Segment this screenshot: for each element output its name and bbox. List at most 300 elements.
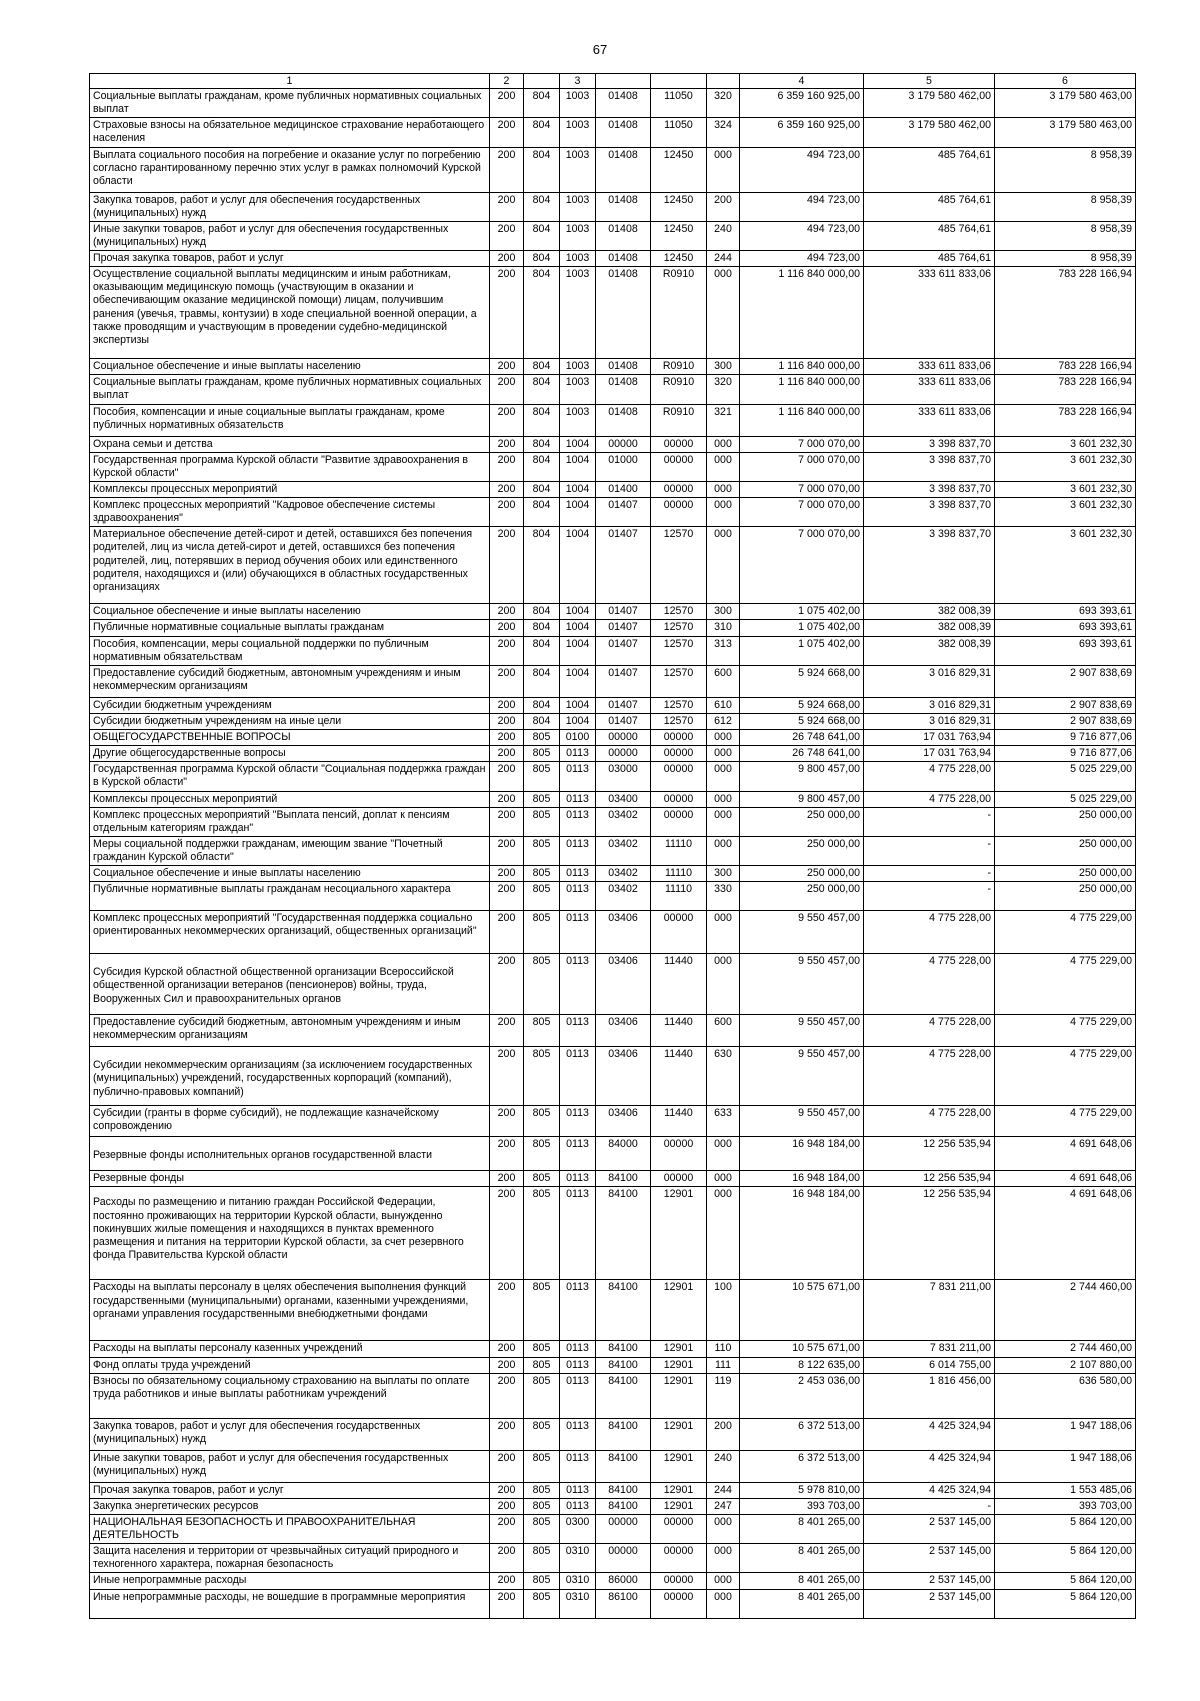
code-section: 0113: [560, 762, 596, 791]
amount-planned: 7 000 070,00: [740, 527, 864, 604]
amount-executed: 4 775 228,00: [864, 911, 995, 954]
amount-remaining: 4 691 648,06: [995, 1171, 1136, 1187]
row-name: ОБЩЕГОСУДАРСТВЕННЫЕ ВОПРОСЫ: [90, 730, 490, 746]
code-section: 1004: [560, 498, 596, 527]
code-program: 01408: [596, 359, 651, 375]
code-type: 612: [707, 713, 740, 729]
amount-planned: 9 550 457,00: [740, 1015, 864, 1047]
amount-remaining: 4 691 648,06: [995, 1187, 1136, 1280]
code-admin: 200: [490, 791, 524, 807]
amount-planned: 6 372 513,00: [740, 1450, 864, 1482]
code-type: 600: [707, 665, 740, 697]
code-ministry: 804: [524, 89, 560, 118]
row-name: Защита населения и территории от чрезвычайных ситуаций природного и техногенного характера, пожарная безопасность: [90, 1544, 490, 1573]
code-section: 1004: [560, 636, 596, 665]
table-row: [90, 1047, 1136, 1106]
code-section: 0300: [560, 1514, 596, 1543]
amount-remaining: 250 000,00: [995, 807, 1136, 836]
amount-remaining: 8 958,39: [995, 251, 1136, 267]
code-section: 0113: [560, 1357, 596, 1373]
amount-executed: 12 256 535,94: [864, 1137, 995, 1171]
row-name: Закупка товаров, работ и услуг для обеспечения государственных (муниципальных) нужд: [90, 1418, 490, 1450]
row-name: Субсидии бюджетным учреждениям на иные цели: [90, 713, 490, 729]
code-program: 01408: [596, 404, 651, 436]
code-section: 0113: [560, 746, 596, 762]
table-row: [90, 665, 1136, 697]
row-name: Субсидии бюджетным учреждениям: [90, 697, 490, 713]
amount-planned: 26 748 641,00: [740, 746, 864, 762]
code-ministry: 805: [524, 746, 560, 762]
code-ministry: 804: [524, 636, 560, 665]
row-name: Социальные выплаты гражданам, кроме публичных нормативных социальных выплат: [90, 89, 490, 118]
amount-executed: 2 537 145,00: [864, 1544, 995, 1573]
code-admin: 200: [490, 147, 524, 192]
amount-remaining: 2 907 838,69: [995, 697, 1136, 713]
amount-planned: 8 401 265,00: [740, 1544, 864, 1573]
amount-executed: 485 764,61: [864, 221, 995, 250]
header-col-3d: [651, 74, 707, 89]
amount-executed: 4 775 228,00: [864, 1047, 995, 1106]
code-program: 01407: [596, 620, 651, 636]
code-admin: 200: [490, 954, 524, 1015]
amount-executed: 3 398 837,70: [864, 481, 995, 497]
code-ministry: 804: [524, 697, 560, 713]
code-program: 01407: [596, 697, 651, 713]
row-name: Пособия, компенсации, меры социальной поддержки по публичным нормативным обязательствам: [90, 636, 490, 665]
table-row: [90, 762, 1136, 791]
table-row: [90, 1544, 1136, 1573]
code-direction: 12901: [651, 1418, 707, 1450]
code-ministry: 805: [524, 1171, 560, 1187]
table-row: [90, 604, 1136, 620]
code-type: 610: [707, 697, 740, 713]
amount-remaining: 693 393,61: [995, 620, 1136, 636]
amount-executed: 3 016 829,31: [864, 697, 995, 713]
code-section: 1003: [560, 89, 596, 118]
code-type: 000: [707, 1514, 740, 1543]
amount-planned: 16 948 184,00: [740, 1187, 864, 1280]
amount-planned: 9 550 457,00: [740, 954, 864, 1015]
code-direction: 12901: [651, 1482, 707, 1498]
code-section: 0113: [560, 1137, 596, 1171]
code-ministry: 804: [524, 436, 560, 452]
amount-executed: 12 256 535,94: [864, 1187, 995, 1280]
code-direction: 12450: [651, 251, 707, 267]
row-name: Расходы по размещению и питанию граждан Российской Федерации, постоянно проживающих на территории Курской области, вынужденно покинувших жилые помещения и находящихся в пунктах временного размещения и питания на территории Курской области, за счет резервного фонда Правительства Курской области: [90, 1187, 490, 1280]
amount-remaining: 4 775 229,00: [995, 911, 1136, 954]
amount-remaining: 8 958,39: [995, 147, 1136, 192]
amount-remaining: 250 000,00: [995, 866, 1136, 882]
row-name: Охрана семьи и детства: [90, 436, 490, 452]
code-type: 324: [707, 118, 740, 147]
row-name: Иные непрограммные расходы: [90, 1573, 490, 1589]
code-type: 119: [707, 1373, 740, 1418]
amount-remaining: 250 000,00: [995, 836, 1136, 865]
code-ministry: 804: [524, 251, 560, 267]
code-section: 0113: [560, 1498, 596, 1514]
code-section: 1003: [560, 267, 596, 359]
code-program: 00000: [596, 436, 651, 452]
row-name: Расходы на выплаты персоналу казенных учреждений: [90, 1341, 490, 1357]
code-direction: 11440: [651, 1047, 707, 1106]
code-admin: 200: [490, 911, 524, 954]
code-program: 00000: [596, 1514, 651, 1543]
row-name: Прочая закупка товаров, работ и услуг: [90, 1482, 490, 1498]
code-type: 330: [707, 882, 740, 911]
code-section: 1004: [560, 697, 596, 713]
row-name: Комплекс процессных мероприятий "Выплата пенсий, доплат к пенсиям отдельным категориям граждан": [90, 807, 490, 836]
amount-remaining: 4 775 229,00: [995, 1106, 1136, 1137]
amount-remaining: 783 228 166,94: [995, 375, 1136, 404]
code-section: 1004: [560, 527, 596, 604]
code-section: 1003: [560, 251, 596, 267]
code-direction: 12570: [651, 713, 707, 729]
code-program: 01408: [596, 251, 651, 267]
code-program: 01408: [596, 118, 651, 147]
amount-executed: 17 031 763,94: [864, 730, 995, 746]
amount-remaining: 3 601 232,30: [995, 436, 1136, 452]
code-program: 01407: [596, 665, 651, 697]
amount-planned: 494 723,00: [740, 221, 864, 250]
amount-remaining: 5 864 120,00: [995, 1573, 1136, 1589]
amount-remaining: 5 025 229,00: [995, 762, 1136, 791]
amount-remaining: 783 228 166,94: [995, 404, 1136, 436]
amount-planned: 8 401 265,00: [740, 1589, 864, 1618]
code-ministry: 805: [524, 1106, 560, 1137]
table-row: [90, 1171, 1136, 1187]
table-row: [90, 498, 1136, 527]
amount-remaining: 1 947 188,06: [995, 1418, 1136, 1450]
code-direction: 11110: [651, 882, 707, 911]
code-direction: 00000: [651, 1589, 707, 1618]
code-ministry: 804: [524, 404, 560, 436]
code-type: 111: [707, 1357, 740, 1373]
amount-executed: 333 611 833,06: [864, 375, 995, 404]
code-direction: 12570: [651, 636, 707, 665]
code-type: 000: [707, 911, 740, 954]
table-row: [90, 1015, 1136, 1047]
amount-executed: 3 179 580 462,00: [864, 118, 995, 147]
code-type: 000: [707, 1187, 740, 1280]
table-row: [90, 1498, 1136, 1514]
code-type: 000: [707, 1137, 740, 1171]
code-ministry: 805: [524, 1373, 560, 1418]
table-row: [90, 452, 1136, 481]
amount-planned: 2 453 036,00: [740, 1373, 864, 1418]
table-row: [90, 746, 1136, 762]
code-ministry: 804: [524, 713, 560, 729]
amount-executed: 382 008,39: [864, 604, 995, 620]
code-admin: 200: [490, 604, 524, 620]
code-type: 000: [707, 807, 740, 836]
code-admin: 200: [490, 1573, 524, 1589]
amount-remaining: 2 744 460,00: [995, 1280, 1136, 1341]
code-ministry: 805: [524, 762, 560, 791]
code-direction: 11050: [651, 118, 707, 147]
amount-executed: 4 775 228,00: [864, 1106, 995, 1137]
amount-executed: 4 775 228,00: [864, 954, 995, 1015]
amount-planned: 10 575 671,00: [740, 1341, 864, 1357]
code-section: 1004: [560, 452, 596, 481]
code-type: 000: [707, 1573, 740, 1589]
code-type: 110: [707, 1341, 740, 1357]
amount-planned: 250 000,00: [740, 807, 864, 836]
table-row: [90, 791, 1136, 807]
code-direction: 00000: [651, 452, 707, 481]
table-row: [90, 267, 1136, 359]
code-ministry: 804: [524, 375, 560, 404]
code-admin: 200: [490, 1450, 524, 1482]
code-section: 0113: [560, 836, 596, 865]
table-row: [90, 1187, 1136, 1280]
code-type: 320: [707, 375, 740, 404]
code-admin: 200: [490, 1514, 524, 1543]
table-row: [90, 118, 1136, 147]
table-row: [90, 436, 1136, 452]
code-section: 0113: [560, 1450, 596, 1482]
row-name: Социальное обеспечение и иные выплаты населению: [90, 604, 490, 620]
code-direction: 11110: [651, 836, 707, 865]
code-section: 0113: [560, 791, 596, 807]
code-type: 000: [707, 436, 740, 452]
code-type: 000: [707, 730, 740, 746]
code-admin: 200: [490, 452, 524, 481]
amount-remaining: 3 179 580 463,00: [995, 118, 1136, 147]
amount-executed: 17 031 763,94: [864, 746, 995, 762]
code-section: 1004: [560, 665, 596, 697]
code-ministry: 804: [524, 359, 560, 375]
code-program: 01407: [596, 604, 651, 620]
code-admin: 200: [490, 1137, 524, 1171]
code-section: 1003: [560, 221, 596, 250]
code-ministry: 805: [524, 791, 560, 807]
header-col-5: 5: [864, 74, 995, 89]
code-section: 0113: [560, 1187, 596, 1280]
header-col-3c: [596, 74, 651, 89]
code-type: 000: [707, 1544, 740, 1573]
code-admin: 200: [490, 1280, 524, 1341]
code-section: 0113: [560, 866, 596, 882]
code-direction: R0910: [651, 359, 707, 375]
header-col-3a: [524, 74, 560, 89]
code-admin: 200: [490, 527, 524, 604]
amount-planned: 5 924 668,00: [740, 665, 864, 697]
code-program: 00000: [596, 730, 651, 746]
table-row: [90, 481, 1136, 497]
header-col-1: 1: [90, 74, 490, 89]
code-ministry: 805: [524, 882, 560, 911]
code-program: 03000: [596, 762, 651, 791]
code-admin: 200: [490, 375, 524, 404]
code-program: 84100: [596, 1187, 651, 1280]
code-direction: 00000: [651, 762, 707, 791]
code-admin: 200: [490, 1106, 524, 1137]
amount-remaining: 783 228 166,94: [995, 267, 1136, 359]
code-ministry: 805: [524, 866, 560, 882]
amount-executed: 485 764,61: [864, 192, 995, 221]
code-section: 0310: [560, 1573, 596, 1589]
code-section: 0113: [560, 882, 596, 911]
code-direction: R0910: [651, 404, 707, 436]
code-direction: 00000: [651, 498, 707, 527]
row-name: Предоставление субсидий бюджетным, автономным учреждениям и иным некоммерческим организациям: [90, 1015, 490, 1047]
amount-planned: 7 000 070,00: [740, 498, 864, 527]
amount-remaining: 4 691 648,06: [995, 1137, 1136, 1171]
code-admin: 200: [490, 251, 524, 267]
code-direction: 12450: [651, 221, 707, 250]
table-row: [90, 1280, 1136, 1341]
code-admin: 200: [490, 1418, 524, 1450]
row-name: Выплата социального пособия на погребение и оказание услуг по погребению согласно гарантированному перечню этих услуг в рамках полномочий Курской области: [90, 147, 490, 192]
amount-remaining: 4 775 229,00: [995, 1015, 1136, 1047]
code-direction: 12450: [651, 192, 707, 221]
code-admin: 200: [490, 436, 524, 452]
amount-planned: 5 978 810,00: [740, 1482, 864, 1498]
code-admin: 200: [490, 192, 524, 221]
code-direction: 12901: [651, 1373, 707, 1418]
code-type: 000: [707, 481, 740, 497]
table-row: [90, 954, 1136, 1015]
code-section: 1003: [560, 192, 596, 221]
code-admin: 200: [490, 481, 524, 497]
code-type: 000: [707, 1171, 740, 1187]
code-type: 000: [707, 527, 740, 604]
code-ministry: 804: [524, 527, 560, 604]
table-row: [90, 1341, 1136, 1357]
code-direction: 00000: [651, 730, 707, 746]
code-ministry: 805: [524, 1573, 560, 1589]
row-name: Субсидии некоммерческим организациям (за исключением государственных (муниципальных) учреждений, государственных корпораций (компаний), публично-правовых компаний): [90, 1047, 490, 1106]
code-type: 000: [707, 147, 740, 192]
code-section: 1003: [560, 375, 596, 404]
code-program: 03406: [596, 911, 651, 954]
code-admin: 200: [490, 1589, 524, 1618]
code-ministry: 805: [524, 1047, 560, 1106]
code-program: 03406: [596, 954, 651, 1015]
code-admin: 200: [490, 836, 524, 865]
amount-remaining: 3 601 232,30: [995, 498, 1136, 527]
amount-planned: 9 550 457,00: [740, 1106, 864, 1137]
amount-executed: 485 764,61: [864, 147, 995, 192]
code-section: 0113: [560, 807, 596, 836]
amount-remaining: 250 000,00: [995, 882, 1136, 911]
code-section: 1003: [560, 359, 596, 375]
amount-executed: 333 611 833,06: [864, 359, 995, 375]
header-col-4: 4: [740, 74, 864, 89]
code-direction: 00000: [651, 1544, 707, 1573]
code-admin: 200: [490, 1373, 524, 1418]
amount-executed: 3 398 837,70: [864, 498, 995, 527]
code-program: 01407: [596, 713, 651, 729]
code-direction: 00000: [651, 791, 707, 807]
code-ministry: 805: [524, 1514, 560, 1543]
amount-executed: 3 398 837,70: [864, 527, 995, 604]
code-program: 01408: [596, 267, 651, 359]
code-type: 321: [707, 404, 740, 436]
amount-planned: 393 703,00: [740, 1498, 864, 1514]
amount-remaining: 3 601 232,30: [995, 481, 1136, 497]
table-row: [90, 620, 1136, 636]
row-name: Расходы на выплаты персоналу в целях обеспечения выполнения функций государственными (муниципальными) органами, казенными учреждениями, органами управления государственными внебюджетными фондами: [90, 1280, 490, 1341]
code-type: 000: [707, 762, 740, 791]
code-type: 320: [707, 89, 740, 118]
code-section: 0310: [560, 1544, 596, 1573]
row-name: Публичные нормативные выплаты гражданам несоциального характера: [90, 882, 490, 911]
table-row: [90, 251, 1136, 267]
code-type: 244: [707, 251, 740, 267]
row-name: Публичные нормативные социальные выплаты гражданам: [90, 620, 490, 636]
amount-planned: 8 122 635,00: [740, 1357, 864, 1373]
code-ministry: 804: [524, 498, 560, 527]
code-program: 03406: [596, 1047, 651, 1106]
amount-executed: 382 008,39: [864, 636, 995, 665]
code-program: 00000: [596, 1544, 651, 1573]
row-name: Закупка энергетических ресурсов: [90, 1498, 490, 1514]
code-program: 03402: [596, 866, 651, 882]
amount-remaining: 393 703,00: [995, 1498, 1136, 1514]
header-row: [90, 74, 1136, 89]
amount-remaining: 5 025 229,00: [995, 791, 1136, 807]
row-name: Меры социальной поддержки гражданам, имеющим звание "Почетный гражданин Курской области": [90, 836, 490, 865]
code-type: 300: [707, 866, 740, 882]
code-program: 00000: [596, 746, 651, 762]
table-row: [90, 1418, 1136, 1450]
code-admin: 200: [490, 1544, 524, 1573]
amount-remaining: 2 107 880,00: [995, 1357, 1136, 1373]
header-col-6: 6: [995, 74, 1136, 89]
header-col-3b: 3: [560, 74, 596, 89]
amount-executed: 2 537 145,00: [864, 1573, 995, 1589]
row-name: Резервные фонды: [90, 1171, 490, 1187]
table-row: [90, 527, 1136, 604]
amount-planned: 1 116 840 000,00: [740, 267, 864, 359]
amount-planned: 250 000,00: [740, 866, 864, 882]
amount-planned: 1 116 840 000,00: [740, 359, 864, 375]
code-program: 01407: [596, 527, 651, 604]
row-name: Прочая закупка товаров, работ и услуг: [90, 251, 490, 267]
table-row: [90, 866, 1136, 882]
code-section: 0113: [560, 1280, 596, 1341]
row-name: Страховые взносы на обязательное медицинское страхование неработающего населения: [90, 118, 490, 147]
header-col-2: 2: [490, 74, 524, 89]
code-type: 000: [707, 746, 740, 762]
code-program: 01407: [596, 498, 651, 527]
code-admin: 200: [490, 882, 524, 911]
table-row: [90, 1514, 1136, 1543]
amount-executed: 4 775 228,00: [864, 762, 995, 791]
code-direction: R0910: [651, 375, 707, 404]
code-type: 200: [707, 1418, 740, 1450]
code-admin: 200: [490, 730, 524, 746]
code-direction: 00000: [651, 1514, 707, 1543]
code-ministry: 804: [524, 118, 560, 147]
amount-planned: 494 723,00: [740, 251, 864, 267]
amount-remaining: 1 553 485,06: [995, 1482, 1136, 1498]
amount-planned: 1 075 402,00: [740, 636, 864, 665]
code-type: 000: [707, 452, 740, 481]
amount-planned: 16 948 184,00: [740, 1171, 864, 1187]
row-name: Резервные фонды исполнительных органов государственной власти: [90, 1137, 490, 1171]
code-admin: 200: [490, 1498, 524, 1514]
code-admin: 200: [490, 498, 524, 527]
code-ministry: 805: [524, 1280, 560, 1341]
page-number: 67: [592, 42, 608, 57]
row-name: Закупка товаров, работ и услуг для обеспечения государственных (муниципальных) нужд: [90, 192, 490, 221]
row-name: Пособия, компенсации и иные социальные выплаты гражданам, кроме публичных нормативных обязательств: [90, 404, 490, 436]
code-ministry: 805: [524, 1357, 560, 1373]
table-row: [90, 375, 1136, 404]
code-program: 01000: [596, 452, 651, 481]
